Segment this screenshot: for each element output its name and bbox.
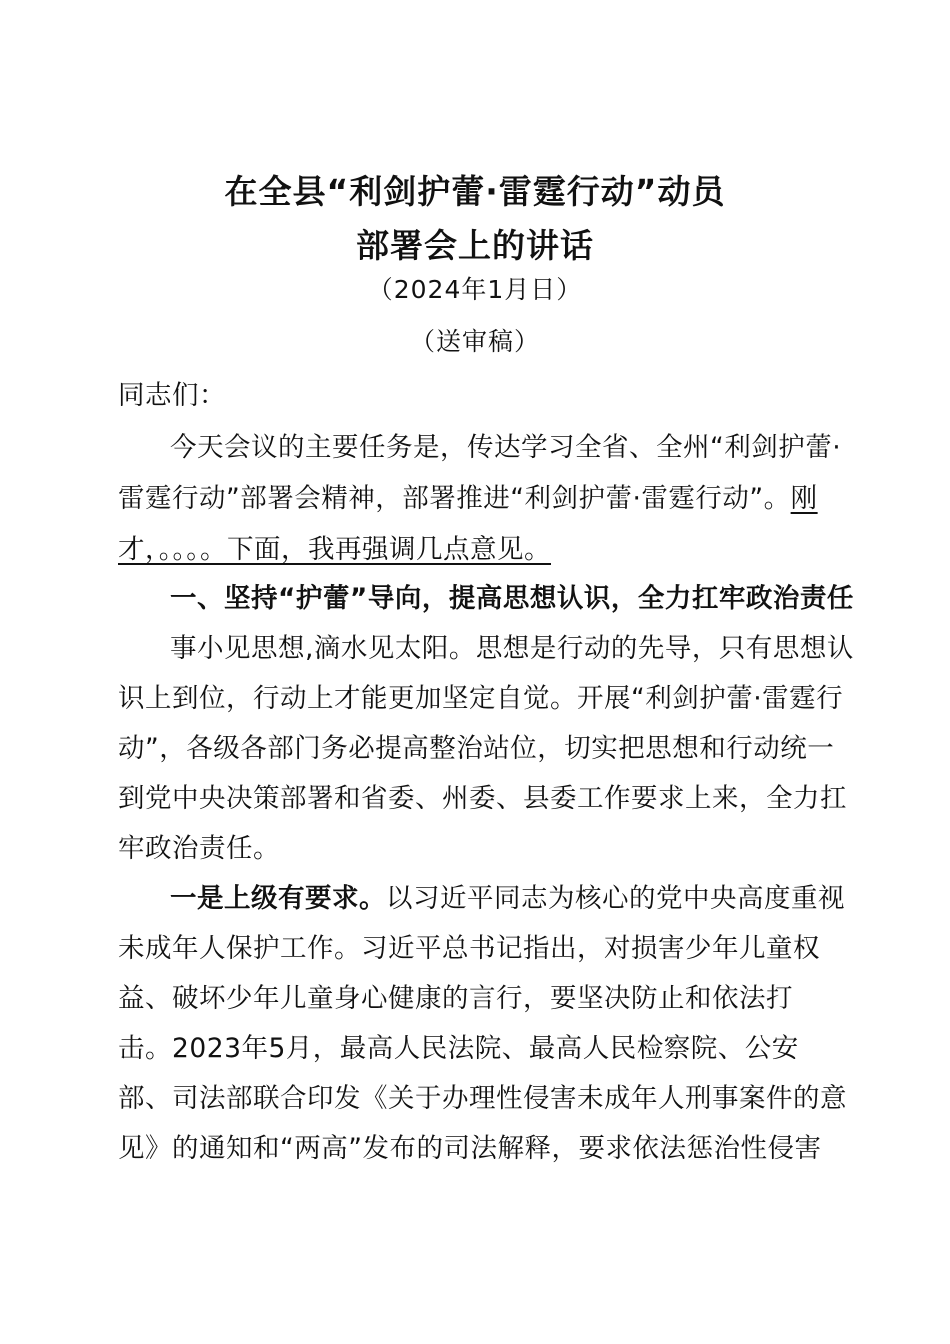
intro-line-1: 今天会议的主要任务是，传达学习全省、全州“利剑护蕾·	[170, 432, 842, 463]
point-1-line: 益、破坏少年儿童身心健康的言行，要坚决防止和依法打	[118, 983, 793, 1014]
section-1-heading-lead: 一、坚持“护蕾”导向，	[170, 583, 449, 614]
intro-line-2-underlined-text: 刚	[790, 483, 818, 514]
document-date: （2024年1月日）	[367, 275, 583, 304]
point-1-label: 一是上级有要求。	[170, 883, 386, 914]
draft-note: （送审稿）	[409, 327, 540, 356]
section-1-para-line: 动”，各级各部门务必提高整治站位，切实把思想和行动统一	[118, 733, 835, 764]
point-1-line: 未成年人保护工作。习近平总书记指出，对损害少年儿童权	[118, 933, 820, 964]
section-1-para-line: 到党中央决策部署和省委、州委、县委工作要求上来，全力扛	[118, 783, 847, 814]
point-1-line: 部、司法部联合印发《关于办理性侵害未成年人刑事案件的意	[118, 1083, 847, 1114]
section-1-para-line: 牢政治责任。	[118, 833, 280, 864]
intro-line-2	[118, 476, 818, 515]
point-1-line-1-text: 以习近平同志为核心的党中央高度重视	[386, 883, 845, 914]
intro-line-3-underlined-text: 才，。。。。下面，我再强调几点意见。	[118, 534, 551, 565]
point-1-line: 见》的通知和“两高”发布的司法解释，要求依法惩治性侵害	[118, 1133, 822, 1164]
section-1-heading	[170, 576, 854, 615]
section-1-para-line: 事小见思想,滴水见太阳。思想是行动的先导，只有思想认	[170, 633, 854, 664]
section-1-heading-bold: 提高思想认识，全力扛牢政治责任	[448, 583, 854, 614]
document-title-line-2: 部署会上的讲话	[356, 226, 594, 265]
intro-line-2-text: 雷霆行动”部署会精神，部署推进“利剑护蕾·雷霆行动”。	[118, 483, 791, 514]
point-1-line: 击。2023年5月，最高人民法院、最高人民检察院、公安	[118, 1033, 799, 1064]
salutation: 同志们：	[118, 380, 226, 411]
section-1-para-line: 识上到位，行动上才能更加坚定自觉。开展“利剑护蕾·雷霆行	[118, 683, 844, 714]
point-1-line-1	[170, 876, 845, 915]
document-title-line-1: 在全县“利剑护蕾·雷霆行动”动员	[224, 172, 726, 211]
